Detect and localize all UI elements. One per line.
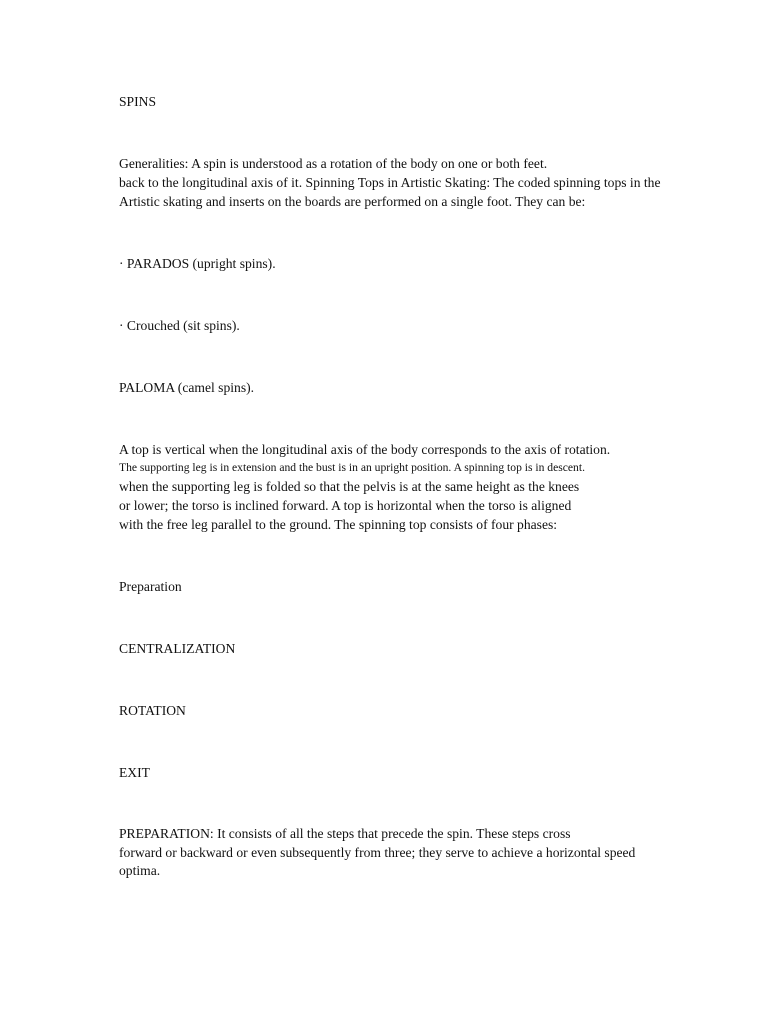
- phase-rotation: ROTATION: [119, 703, 186, 718]
- spin-type-camel: PALOMA (camel spins).: [119, 380, 255, 395]
- spin-type-upright: · PARADOS (upright spins).: [119, 256, 276, 271]
- generalities-line-1: Generalities: A spin is understood as a rotation of the body on one or both feet.: [119, 156, 548, 171]
- preparation-line-3: optima.: [119, 863, 161, 878]
- description-line-1: A top is vertical when the longitudinal axis of the body corresponds to the axis of rotation.: [119, 442, 611, 457]
- generalities-line-2: back to the longitudinal axis of it. Spinning Tops in Artistic Skating: The coded spinning tops in the: [119, 175, 661, 190]
- generalities-line-3: Artistic skating and inserts on the boards are performed on a single foot. They can be:: [119, 194, 586, 209]
- description-line-5: with the free leg parallel to the ground. The spinning top consists of four phases:: [119, 517, 558, 532]
- preparation-line-1: PREPARATION: It consists of all the steps that precede the spin. These steps cross: [119, 826, 571, 841]
- description-line-4: or lower; the torso is inclined forward. A top is horizontal when the torso is aligned: [119, 498, 572, 513]
- spin-type-sit: · Crouched (sit spins).: [119, 318, 240, 333]
- preparation-line-2: forward or backward or even subsequently from three; they serve to achieve a horizontal speed: [119, 845, 636, 860]
- description-line-2: The supporting leg is in extension and the bust is in an upright position. A spinning top is in descent.: [119, 461, 585, 474]
- description-line-3: when the supporting leg is folded so that the pelvis is at the same height as the knees: [119, 479, 580, 494]
- page-title: SPINS: [119, 94, 157, 109]
- phase-preparation: Preparation: [119, 579, 182, 594]
- phase-centralization: CENTRALIZATION: [119, 641, 236, 656]
- phase-exit: EXIT: [119, 765, 150, 780]
